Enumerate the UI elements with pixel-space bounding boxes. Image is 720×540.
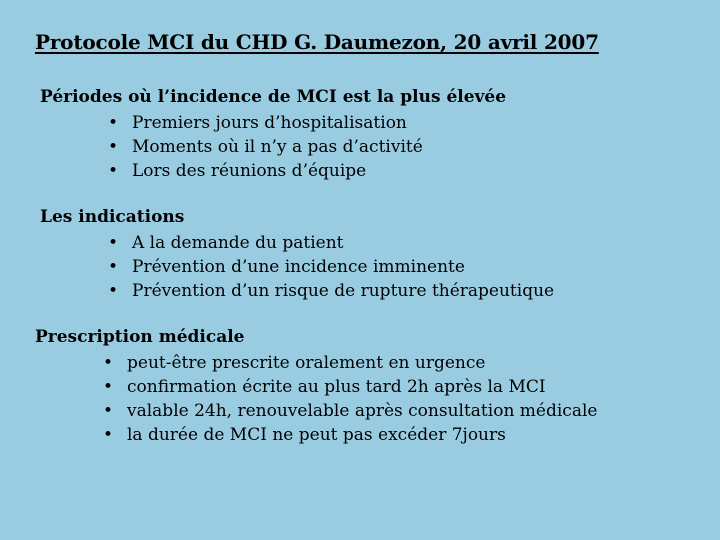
section-indications (40, 206, 554, 303)
list-item (103, 351, 597, 375)
list-item-text: Lors des réunions d’équipe (132, 161, 367, 181)
list-item-text: A la demande du patient (132, 233, 344, 253)
list-item-text: Premiers jours d’hospitalisation (132, 113, 407, 133)
list-item-text: Moments où il n’y a pas d’activité (132, 137, 423, 157)
list-item (108, 231, 554, 255)
section-heading: Périodes où l’incidence de MCI est la plus élevée (40, 87, 507, 107)
list-item (103, 399, 597, 423)
bullet-icon: • (108, 257, 119, 277)
bullet-icon: • (103, 353, 114, 373)
bullet-icon: • (108, 137, 119, 157)
bullet-icon: • (103, 377, 114, 397)
list-item-text: la durée de MCI ne peut pas excéder 7jours (127, 425, 506, 445)
bullet-icon: • (108, 161, 119, 181)
bullet-icon: • (108, 113, 119, 133)
section-heading: Prescription médicale (35, 327, 245, 347)
list-item-text: Prévention d’un risque de rupture thérapeutique (132, 281, 555, 301)
section-prescription (35, 326, 597, 447)
list-item-text: peut-être prescrite oralement en urgence (127, 353, 486, 373)
bullet-list (35, 351, 597, 447)
list-item (108, 255, 554, 279)
page-title: Protocole MCI du CHD G. Daumezon, 20 avril 2007 (35, 30, 599, 54)
list-item (108, 279, 554, 303)
bullet-list (40, 231, 554, 303)
bullet-icon: • (103, 425, 114, 445)
list-item-text: confirmation écrite au plus tard 2h après la MCI (127, 377, 546, 397)
bullet-icon: • (108, 281, 119, 301)
list-item-text: Prévention d’une incidence imminente (132, 257, 465, 277)
section-periodes (40, 86, 506, 183)
list-item (103, 423, 597, 447)
bullet-icon: • (103, 401, 114, 421)
list-item-text: valable 24h, renouvelable après consultation médicale (127, 401, 598, 421)
list-item (108, 159, 506, 183)
list-item (108, 111, 506, 135)
list-item (103, 375, 597, 399)
list-item (108, 135, 506, 159)
bullet-icon: • (108, 233, 119, 253)
bullet-list (40, 111, 506, 183)
section-heading: Les indications (40, 207, 185, 227)
